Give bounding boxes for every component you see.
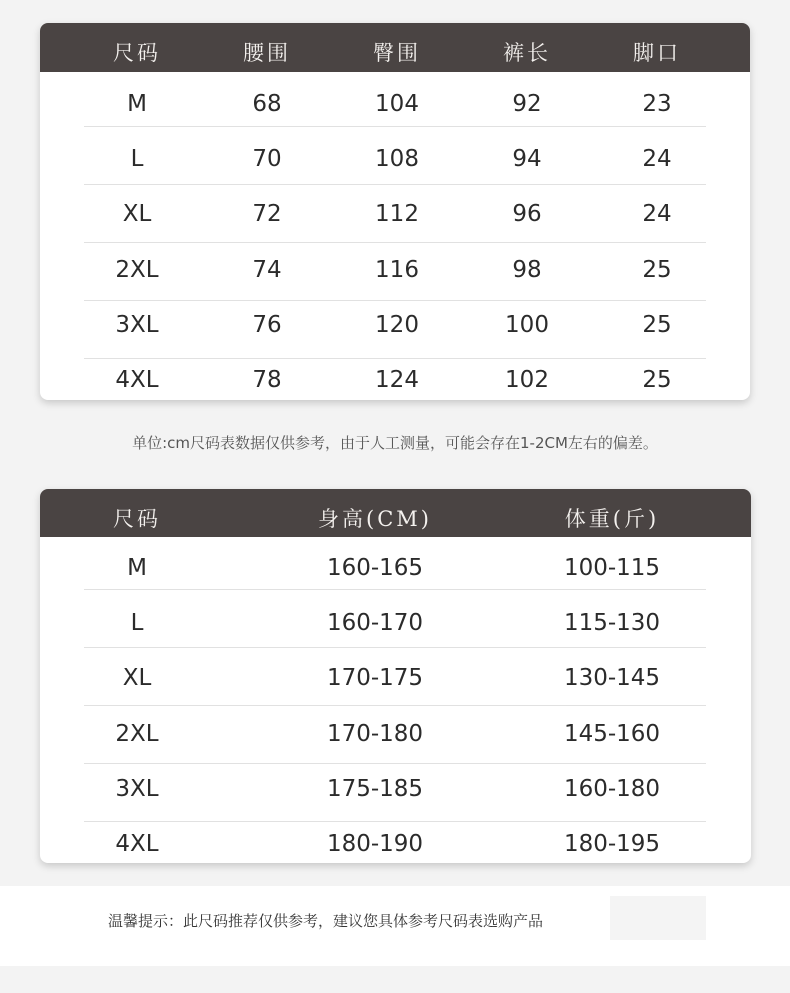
header-size: 尺码 (113, 41, 161, 65)
cell-waist: 68 (252, 91, 282, 117)
cell-waist: 78 (252, 367, 282, 393)
cell-size: 2XL (115, 721, 159, 747)
cell-pants-length: 94 (512, 146, 542, 172)
cell-size: 3XL (115, 312, 159, 338)
row-divider (84, 821, 706, 822)
cell-weight: 145-160 (563, 721, 661, 747)
cell-hip: 112 (375, 201, 419, 227)
cell-size: XL (122, 201, 152, 227)
cell-waist: 72 (252, 201, 282, 227)
row-divider (84, 647, 706, 648)
tip-shade (610, 896, 706, 940)
row-divider (84, 705, 706, 706)
cell-hip: 120 (375, 312, 419, 338)
size-table-2 (40, 489, 751, 863)
header-leg-opening: 脚口 (633, 41, 681, 65)
header-weight: 体重(斤) (564, 507, 660, 531)
header-pants-length: 裤长 (503, 41, 551, 65)
tip-panel (0, 886, 790, 966)
cell-leg-opening: 25 (642, 312, 672, 338)
cell-weight: 160-180 (563, 776, 661, 802)
cell-size: M (127, 555, 147, 581)
row-divider (84, 358, 706, 359)
row-divider (84, 300, 706, 301)
cell-weight: 100-115 (563, 555, 661, 581)
header-waist: 腰围 (243, 41, 291, 65)
size-table-1-header (40, 23, 750, 72)
cell-pants-length: 98 (512, 257, 542, 283)
cell-leg-opening: 24 (642, 146, 672, 172)
cell-height: 180-190 (326, 831, 424, 857)
warm-tip: 温馨提示：此尺码推荐仅供参考，建议您具体参考尺码表选购产品 (108, 912, 544, 930)
cell-size: 4XL (115, 831, 159, 857)
row-divider (84, 126, 706, 127)
cell-pants-length: 96 (512, 201, 542, 227)
size-table-2-header (40, 489, 751, 537)
cell-size: 3XL (115, 776, 159, 802)
cell-pants-length: 100 (505, 312, 549, 338)
row-divider (84, 763, 706, 764)
cell-size: XL (122, 665, 152, 691)
header-size: 尺码 (113, 507, 161, 531)
cell-leg-opening: 25 (642, 257, 672, 283)
cell-height: 160-165 (326, 555, 424, 581)
cell-size: L (130, 610, 144, 636)
cell-size: L (130, 146, 144, 172)
cell-hip: 124 (375, 367, 419, 393)
cell-leg-opening: 23 (642, 91, 672, 117)
measurement-note: 单位:cm尺码表数据仅供参考，由于人工测量，可能会存在1-2CM左右的偏差。 (132, 434, 658, 452)
cell-height: 175-185 (326, 776, 424, 802)
cell-pants-length: 102 (505, 367, 549, 393)
cell-size: 4XL (115, 367, 159, 393)
cell-hip: 104 (375, 91, 419, 117)
cell-waist: 74 (252, 257, 282, 283)
cell-waist: 70 (252, 146, 282, 172)
cell-height: 170-180 (326, 721, 424, 747)
cell-hip: 108 (375, 146, 419, 172)
size-table-1 (40, 23, 750, 400)
cell-waist: 76 (252, 312, 282, 338)
cell-size: 2XL (115, 257, 159, 283)
cell-hip: 116 (375, 257, 419, 283)
header-hip: 臀围 (373, 41, 421, 65)
cell-height: 170-175 (326, 665, 424, 691)
cell-weight: 115-130 (563, 610, 661, 636)
header-height: 身高(CM) (318, 507, 432, 531)
row-divider (84, 184, 706, 185)
cell-size: M (127, 91, 147, 117)
cell-leg-opening: 25 (642, 367, 672, 393)
cell-pants-length: 92 (512, 91, 542, 117)
cell-weight: 130-145 (563, 665, 661, 691)
cell-weight: 180-195 (563, 831, 661, 857)
cell-leg-opening: 24 (642, 201, 672, 227)
cell-height: 160-170 (326, 610, 424, 636)
row-divider (84, 589, 706, 590)
row-divider (84, 242, 706, 243)
